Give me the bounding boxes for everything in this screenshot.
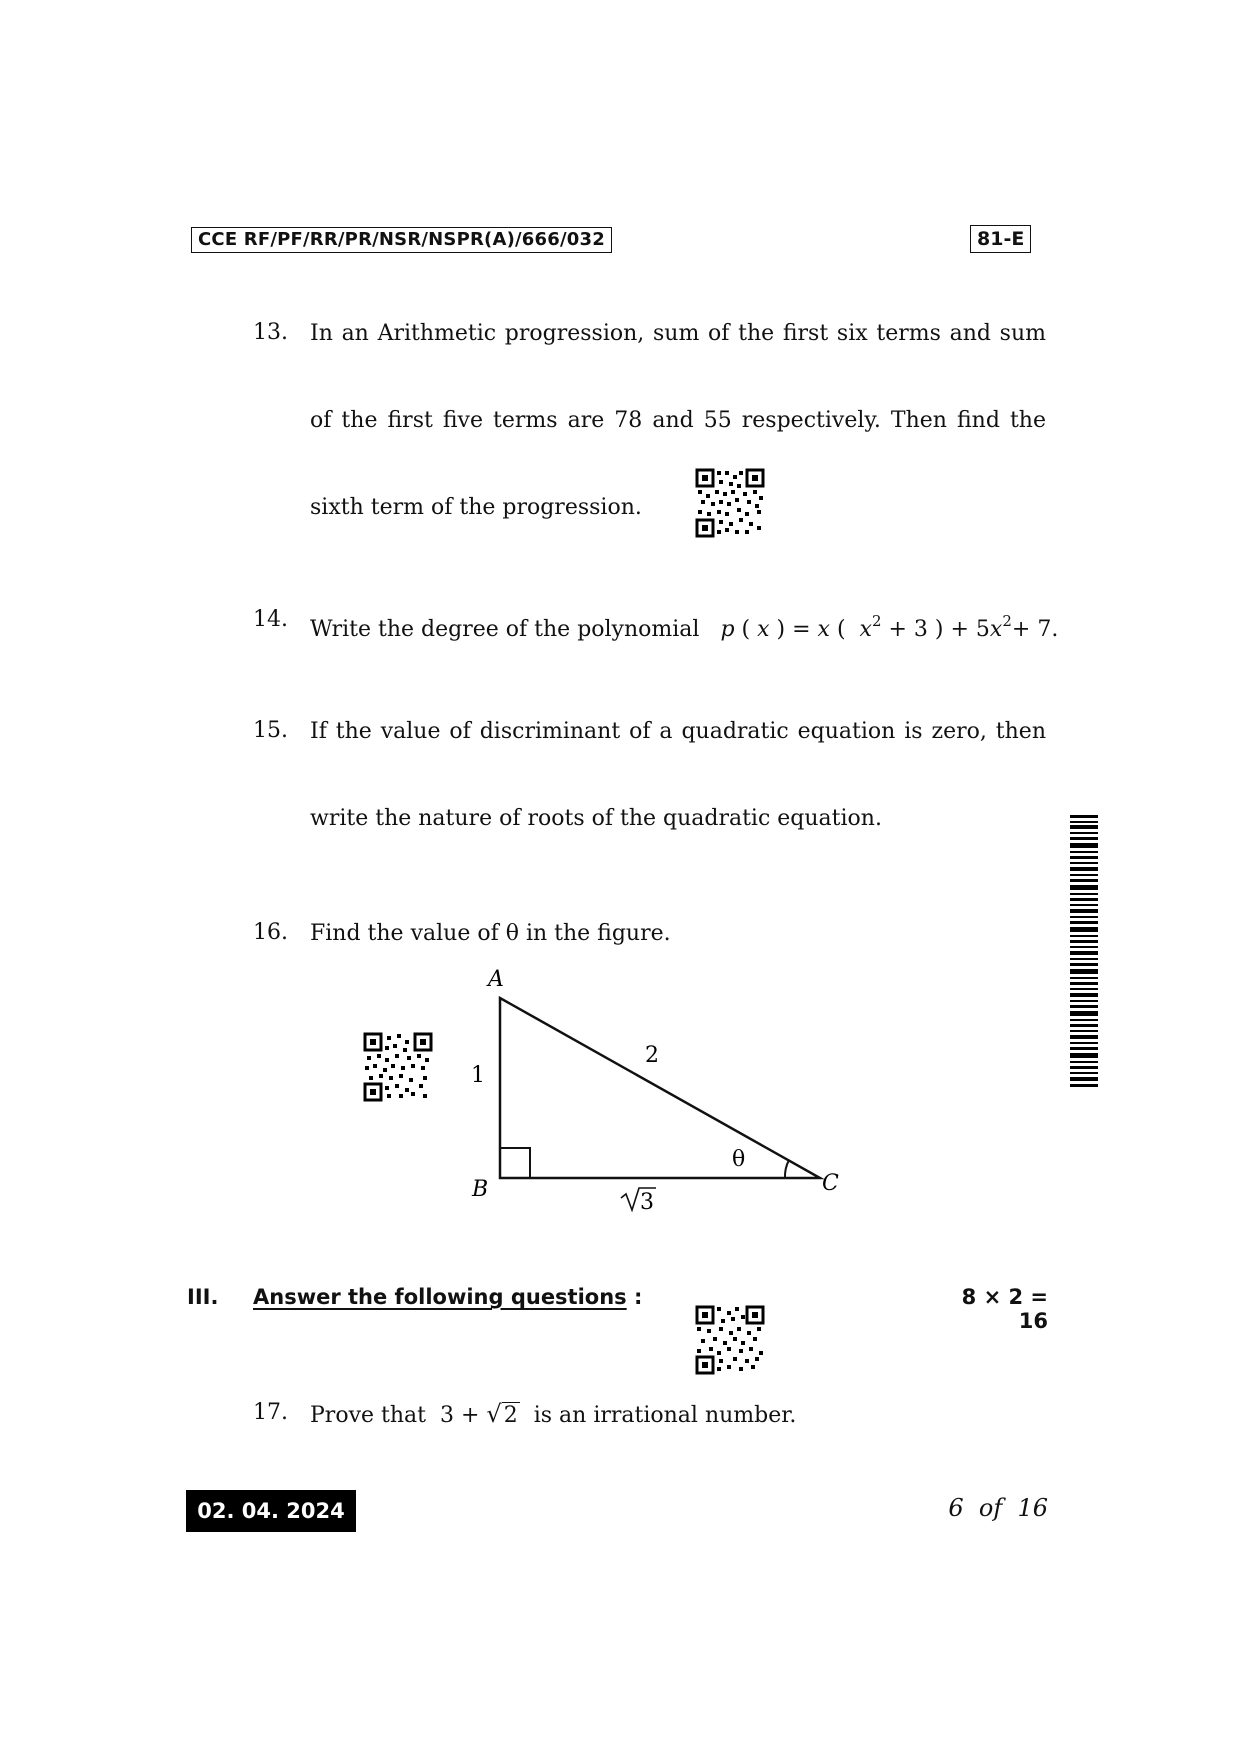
qr-code-icon	[695, 468, 765, 538]
q15-line2: write the nature of roots of the quadratic equation.	[310, 806, 882, 831]
section-marks: 8 × 2 = 16	[961, 1285, 1048, 1333]
series-code: 81-E	[970, 225, 1031, 253]
q16-number: 16.	[253, 920, 288, 945]
q17-number: 17.	[253, 1400, 288, 1425]
q13-line1: In an Arithmetic progression, sum of the first six terms and sum	[310, 321, 1046, 346]
side-bc-label	[621, 1188, 656, 1215]
triangle-figure	[440, 960, 860, 1220]
q14-x: x	[757, 617, 770, 642]
q14-p: p	[720, 617, 735, 642]
q14-prompt: Write the degree of the polynomial	[310, 617, 700, 642]
q14-exponent: 2	[1002, 612, 1012, 630]
vertex-c-label: C	[822, 1171, 839, 1196]
qr-code-icon	[363, 1032, 433, 1102]
q14-const-7: 7	[1037, 617, 1052, 642]
page-number: 6 of 16	[948, 1494, 1048, 1522]
q13-line2: of the first five terms are 78 and 55 respectively. Then find the	[310, 408, 1046, 433]
q17-text	[310, 1400, 796, 1430]
q14-number: 14.	[253, 607, 288, 632]
q16-text: Find the value of θ in the figure.	[310, 921, 671, 946]
q17-radicand: 2	[503, 1403, 518, 1428]
vertex-b-label: B	[472, 1177, 489, 1202]
q14-const-3: 3	[913, 617, 928, 642]
angle-arc	[785, 1160, 789, 1178]
q14-exponent: 2	[871, 612, 882, 630]
q17-prefix: Prove that	[310, 1403, 426, 1428]
side-ab-label: 1	[471, 1063, 485, 1088]
section-number: III.	[187, 1285, 219, 1309]
vertex-a-label: A	[488, 967, 504, 992]
barcode-icon	[1070, 815, 1098, 1090]
q13-line3: sixth term of the progression.	[310, 495, 642, 520]
right-angle-marker	[500, 1148, 530, 1178]
q15-number: 15.	[253, 718, 288, 743]
q14-x: x	[859, 617, 872, 642]
q14-coef-5: 5	[975, 617, 990, 642]
q14-x: x	[817, 617, 830, 642]
exam-date: 02. 04. 2024	[186, 1490, 356, 1532]
qr-code-icon	[695, 1305, 765, 1375]
section-title-colon: :	[634, 1285, 643, 1309]
q13-number: 13.	[253, 320, 288, 345]
q17-suffix: is an irrational number.	[533, 1403, 797, 1428]
paper-code: CCE RF/PF/RR/PR/NSR/NSPR(A)/666/032	[191, 227, 612, 253]
triangle-abc	[500, 998, 820, 1178]
q15-line1: If the value of discriminant of a quadratic equation is zero, then	[310, 719, 1046, 744]
section-title-text: Answer the following questions	[253, 1285, 627, 1309]
side-bc-value: 3	[640, 1190, 654, 1215]
sqrt-symbol: √	[486, 1400, 502, 1428]
side-ac-label: 2	[645, 1043, 659, 1068]
q14-text: Write the degree of the polynomial p ( x ) = x ( $x^2 + 3$ ) + $5x^2+ 7$.	[310, 612, 1059, 642]
angle-theta-label: θ	[732, 1147, 746, 1172]
q17-term: 3 +	[439, 1403, 480, 1428]
q14-x: x	[989, 617, 1003, 642]
section-title	[253, 1285, 642, 1309]
